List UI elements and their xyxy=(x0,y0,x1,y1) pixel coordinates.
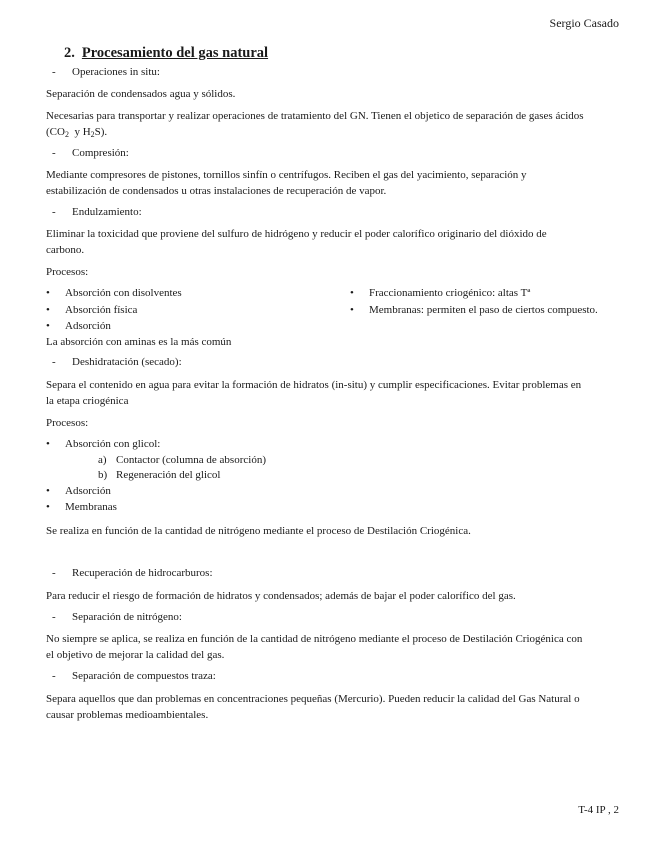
bullet-marker: • xyxy=(46,485,50,497)
endulzamiento-line1: Eliminar la toxicidad que proviene del sulfuro de hidrógeno y reducir el poder calorífico originario del dióxido de xyxy=(46,228,547,240)
h2s-text: y H xyxy=(68,125,91,138)
nitrogeno-line1: No siempre se aplica, se realiza en función de la cantidad de nitrógeno mediante el proceso de Destilación Criogénica con xyxy=(46,633,583,645)
bullet-item xyxy=(46,501,117,513)
bullet-text: Adsorción xyxy=(65,485,111,497)
heading-nitrogeno-text: Separación de nitrógeno: xyxy=(72,611,182,623)
insitu-paragraph-2 xyxy=(46,109,621,142)
aminas-note: La absorción con aminas es la más común xyxy=(46,336,232,348)
sub-item xyxy=(98,454,266,466)
bullet-marker: • xyxy=(350,287,354,299)
bullet-text: Membranas xyxy=(65,501,117,513)
bullet-item xyxy=(46,304,137,316)
bullet-text: Adsorción xyxy=(65,320,111,332)
deshidratacion-line2: la etapa criogénica xyxy=(46,394,129,407)
heading-endulzamiento-text: Endulzamiento: xyxy=(72,206,142,218)
dash-marker: - xyxy=(52,147,56,159)
heading-nitrogeno xyxy=(52,611,182,623)
compresion-paragraph xyxy=(46,168,621,199)
heading-traza-text: Separación de compuestos traza: xyxy=(72,670,216,682)
header-author: Sergio Casado xyxy=(549,16,619,30)
bullet-item xyxy=(46,320,111,332)
bullet-item xyxy=(350,304,598,316)
bullet-text: Fraccionamiento criogénico: altas Tª xyxy=(369,287,531,299)
heading-traza xyxy=(52,670,216,682)
sub-item-text: Contactor (columna de absorción) xyxy=(116,454,266,466)
heading-compresion xyxy=(52,147,129,159)
bullet-marker: • xyxy=(46,304,50,316)
traza-paragraph xyxy=(46,692,621,723)
nitrogeno-paragraph xyxy=(46,632,621,663)
endulzamiento-line2: carbono. xyxy=(46,243,85,256)
footer-page-ref: T-4 IP , 2 xyxy=(578,804,619,816)
bullet-marker: • xyxy=(46,287,50,299)
insitu-p2-line1: Necesarias para transportar y realizar operaciones de tratamiento del GN. Tienen el objetico de separación de gases ácidos xyxy=(46,110,584,122)
bullet-marker: • xyxy=(46,320,50,332)
traza-line2: causar problemas medioambientales. xyxy=(46,708,209,721)
bullet-marker: • xyxy=(46,501,50,513)
bullet-marker: • xyxy=(350,304,354,316)
co2-text: (CO xyxy=(46,125,65,138)
insitu-paragraph-1: Separación de condensados agua y sólidos. xyxy=(46,88,236,100)
section-title-text: Procesamiento del gas natural xyxy=(81,45,269,61)
bullet-text: Membranas: permiten el paso de ciertos compuesto. xyxy=(369,304,598,316)
nitrogeno-note: Se realiza en función de la cantidad de nitrógeno mediante el proceso de Destilación Criogénica. xyxy=(46,525,471,537)
section-number: 2. xyxy=(64,45,75,61)
dash-marker: - xyxy=(52,66,56,78)
bullet-text: Absorción con glicol: xyxy=(65,438,161,450)
dash-marker: - xyxy=(52,356,56,368)
endulzamiento-paragraph xyxy=(46,227,621,258)
sub-item-text: Regeneración del glicol xyxy=(116,469,221,481)
bullet-item xyxy=(350,287,530,299)
bullet-item xyxy=(46,485,111,497)
section-title xyxy=(64,45,268,62)
heading-recuperacion xyxy=(52,567,213,579)
h2s-subscript: 2 xyxy=(90,129,95,139)
heading-deshidratacion-text: Deshidratación (secado): xyxy=(72,356,182,368)
compresion-line1: Mediante compresores de pistones, tornillos sinfín o centrífugos. Reciben el gas del yacimiento, separación y xyxy=(46,169,527,181)
procesos-label-1: Procesos: xyxy=(46,266,89,278)
recuperacion-paragraph: Para reducir el riesgo de formación de hidratos y condensados; además de bajar el poder calorífico del gas. xyxy=(46,590,516,602)
heading-insitu-text: Operaciones in situ: xyxy=(72,66,160,78)
nitrogeno-line2: el objetivo de mejorar la calidad del gas. xyxy=(46,648,225,661)
traza-line1: Separa aquellos que dan problemas en concentraciones pequeñas (Mercurio). Pueden reducir la calidad del Gas Natural o xyxy=(46,693,580,705)
deshidratacion-line1: Separa el contenido en agua para evitar la formación de hidratos (in-situ) y cumplir especificaciones. Evitar problemas en xyxy=(46,379,582,391)
sub-item-letter: a) xyxy=(98,454,107,466)
bullet-marker: • xyxy=(46,438,50,450)
sub-item xyxy=(98,469,220,481)
dash-marker: - xyxy=(52,206,56,218)
deshidratacion-paragraph xyxy=(46,378,621,409)
bullet-item xyxy=(46,287,182,299)
dash-marker: - xyxy=(52,670,56,682)
heading-compresion-text: Compresión: xyxy=(72,147,129,159)
compresion-line2: estabilización de condensados u otras instalaciones de recuperación de vapor. xyxy=(46,184,387,197)
bullet-text: Absorción con disolventes xyxy=(65,287,182,299)
h2s-end-text: S). xyxy=(94,125,108,138)
sub-item-letter: b) xyxy=(98,469,108,481)
procesos-label-2: Procesos: xyxy=(46,417,89,429)
dash-marker: - xyxy=(52,611,56,623)
heading-endulzamiento xyxy=(52,206,142,218)
co2-subscript: 2 xyxy=(64,129,69,139)
bullet-item xyxy=(46,438,160,450)
heading-recuperacion-text: Recuperación de hidrocarburos: xyxy=(72,567,213,579)
dash-marker: - xyxy=(52,567,56,579)
bullet-text: Absorción física xyxy=(65,304,138,316)
heading-deshidratacion xyxy=(52,356,182,368)
heading-insitu xyxy=(52,66,160,78)
